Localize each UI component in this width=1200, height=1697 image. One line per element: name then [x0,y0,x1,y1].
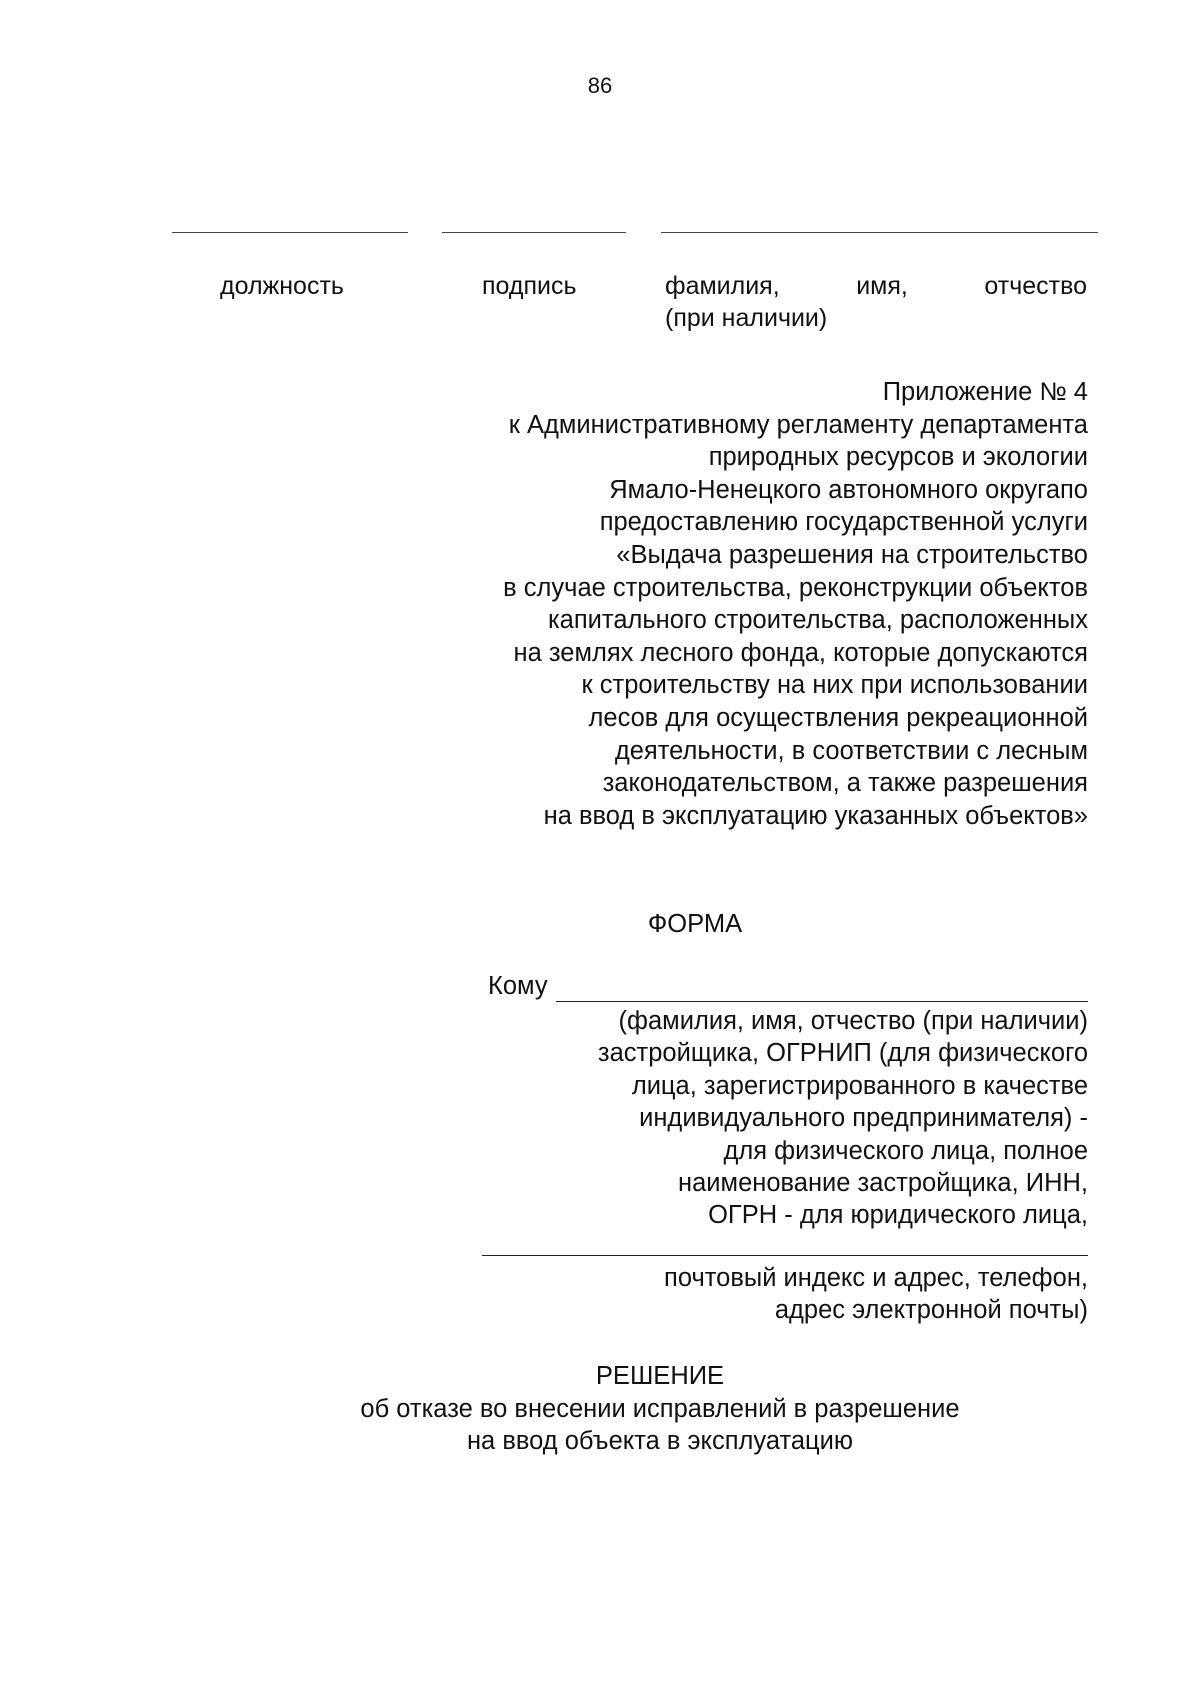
appendix-line: капитального строительства, расположенных [547,606,1088,635]
recipient-hint-line: для физического лица, полное [723,1136,1088,1165]
appendix-line: в случае строительства, реконструкции объектов [503,573,1088,602]
fio-word: фамилия, [665,272,780,300]
signature-label: подпись [482,272,577,300]
decision-subtitle-line: об отказе во внесении исправлений в разрешение [360,1394,960,1423]
position-signature-line [172,232,408,233]
appendix-line: на землях лесного фонда, которые допускаются [513,638,1088,667]
fio-label-note: (при наличии) [665,304,828,332]
appendix-line: Ямало-Ненецкого автономного округапо [609,475,1088,504]
recipient-hint-line: застройщика, ОГРНИП (для физического [597,1039,1088,1068]
recipient-hint-line: индивидуального предпринимателя) - [639,1104,1088,1133]
recipient-row [488,970,1088,1002]
appendix-line: законодательством, а также разрешения [602,769,1088,798]
appendix-line: к Административному регламенту департамента [508,410,1088,439]
appendix-line: «Выдача разрешения на строительство [616,540,1088,569]
appendix-line: на ввод в эксплуатацию указанных объектов» [543,801,1088,830]
fio-label [665,270,1087,334]
appendix-line: деятельности, в соответствии с лесным [614,736,1088,765]
fio-signature-line [661,232,1098,233]
address-hint [468,1262,1088,1327]
appendix-line: к строительству на них при использовании [581,671,1088,700]
address-hint-line: почтовый индекс и адрес, телефон, [664,1264,1088,1292]
signature-line [442,232,626,233]
appendix-line: природных ресурсов и экологии [708,443,1088,472]
fio-word: отчество [984,272,1087,300]
appendix-line: лесов для осуществления рекреационной [588,703,1088,732]
appendix-line: предоставлению государственной услуги [599,508,1088,537]
recipient-hint-line: лица, зарегистрированного в качестве [631,1071,1088,1100]
page-number: 86 [587,73,613,98]
appendix-line: Приложение № 4 [882,378,1088,406]
position-label: должность [220,272,344,300]
recipient-hint-line: (фамилия, имя, отчество (при наличии) [618,1007,1088,1035]
fio-word: имя, [856,272,908,300]
komu-label: Кому [488,972,548,1000]
address-hint-line: адрес электронной почты) [774,1296,1088,1325]
form-title: ФОРМА [647,910,743,938]
decision-title: РЕШЕНИЕ [595,1362,725,1390]
decision-subtitle-line: на ввод объекта в эксплуатацию [466,1427,854,1456]
address-fill-line [482,1255,1088,1256]
decision-heading [0,1360,1200,1458]
appendix-header [388,376,1088,832]
recipient-fill-line [556,975,1088,1002]
recipient-hint-line: наименование застройщика, ИНН, [678,1169,1088,1198]
recipient-hint-line: ОГРН - для юридического лица, [708,1201,1088,1230]
recipient-hint [468,1005,1088,1232]
